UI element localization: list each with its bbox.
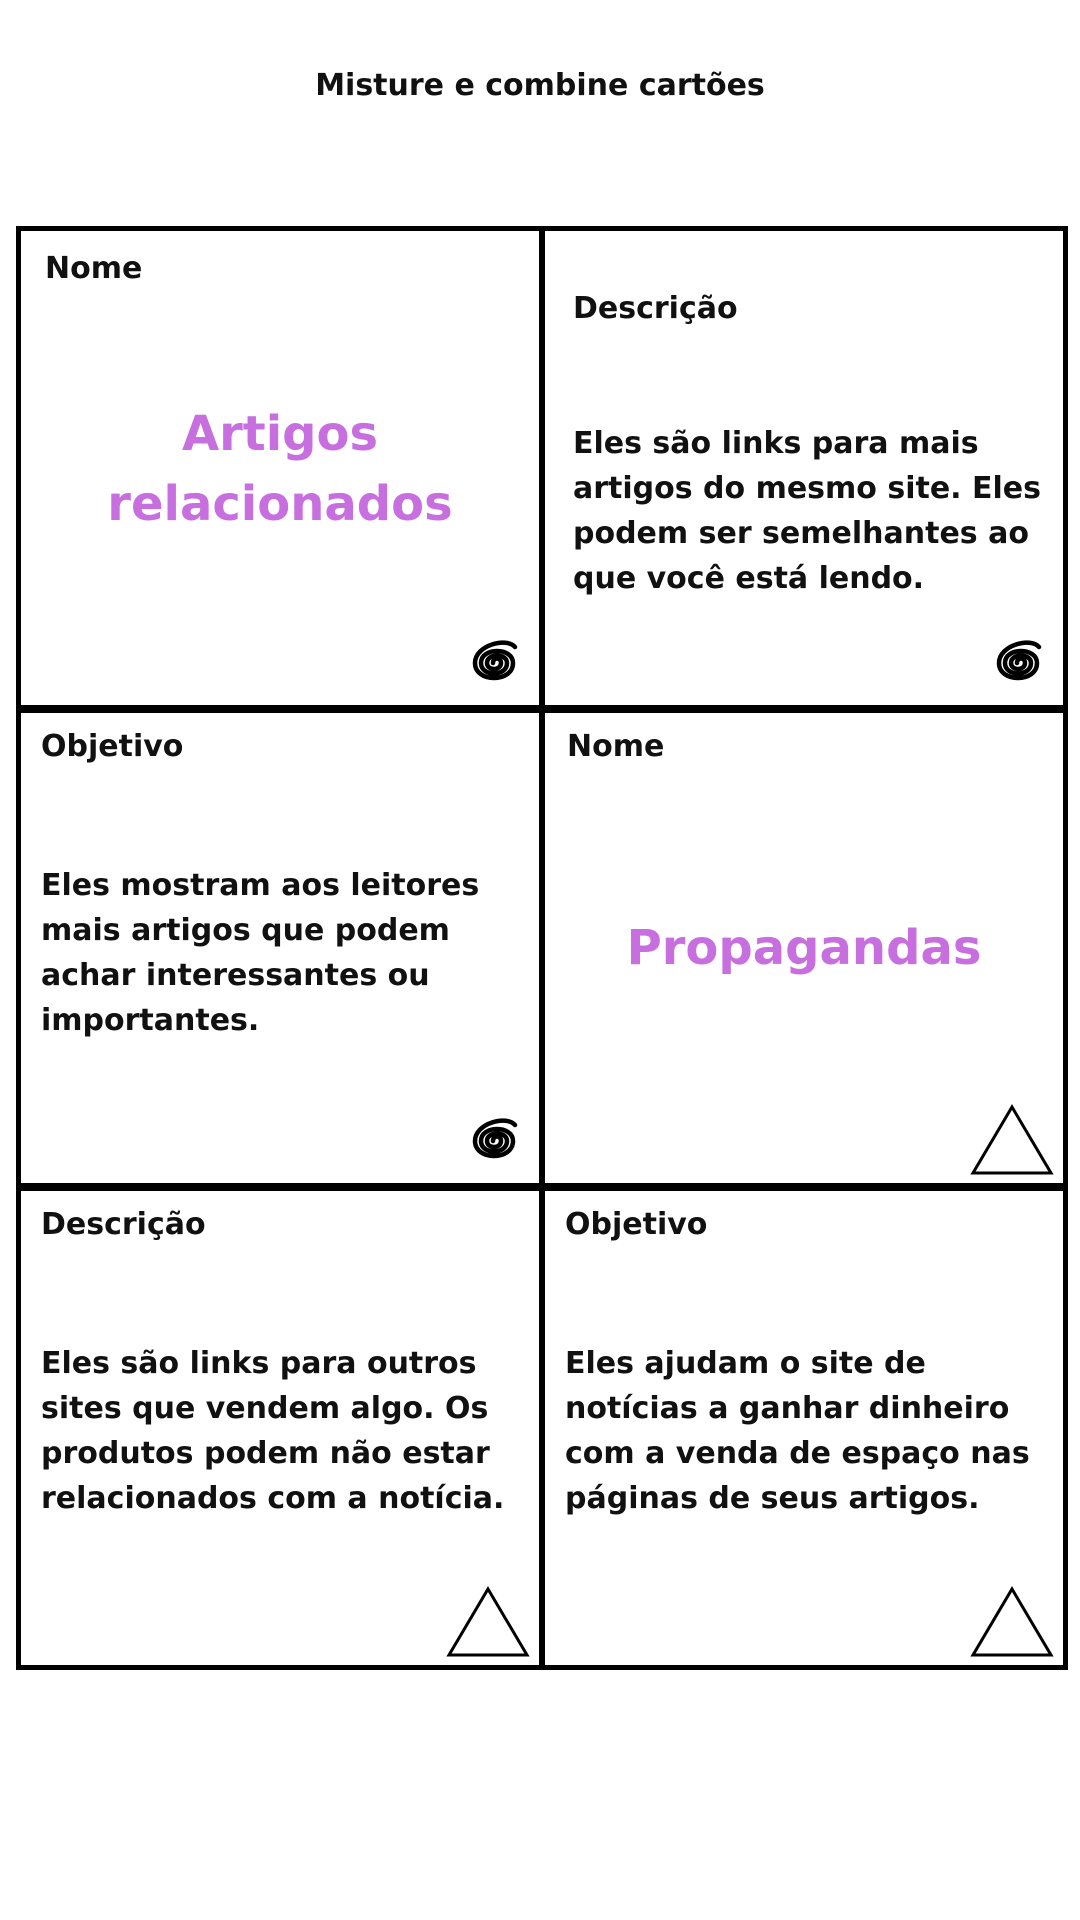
card-label: Descrição [573,291,738,326]
triangle-icon [445,1583,531,1659]
card-objective-ads[interactable] [542,1187,1063,1665]
card-text: Eles ajudam o site de notícias a ganhar dinheiro com a venda de espaço nas páginas de seus artigos. [565,1346,1030,1516]
card-text: Eles são links para outros sites que vendem algo. Os produtos podem não estar relacionados com a notícia. [41,1346,505,1516]
card-name-text: Propagandas [626,920,982,976]
card-label: Descrição [41,1207,206,1242]
card-objective-related-articles[interactable] [21,709,542,1187]
card-label: Objetivo [565,1207,708,1242]
card-name-text: Artigos relacionados [107,406,453,532]
card-text: Eles são links para mais artigos do mesmo site. Eles podem ser semelhantes ao que você está lendo. [573,426,1042,596]
card-name-ads[interactable] [542,709,1063,1187]
card-description-ads[interactable] [21,1187,542,1665]
page-title: Misture e combine cartões [315,68,765,103]
card-label: Nome [45,251,143,286]
triangle-icon [969,1101,1055,1177]
spiral-icon [455,1101,531,1177]
card-description-related-articles[interactable] [542,231,1063,709]
spiral-icon [979,623,1055,699]
card-label: Nome [567,729,665,764]
triangle-icon [969,1583,1055,1659]
card-text: Eles mostram aos leitores mais artigos que podem achar interessantes ou importantes. [41,868,480,1038]
card-label: Objetivo [41,729,184,764]
card-name-related-articles[interactable] [21,231,542,709]
spiral-icon [455,623,531,699]
card-grid [16,226,1068,1670]
